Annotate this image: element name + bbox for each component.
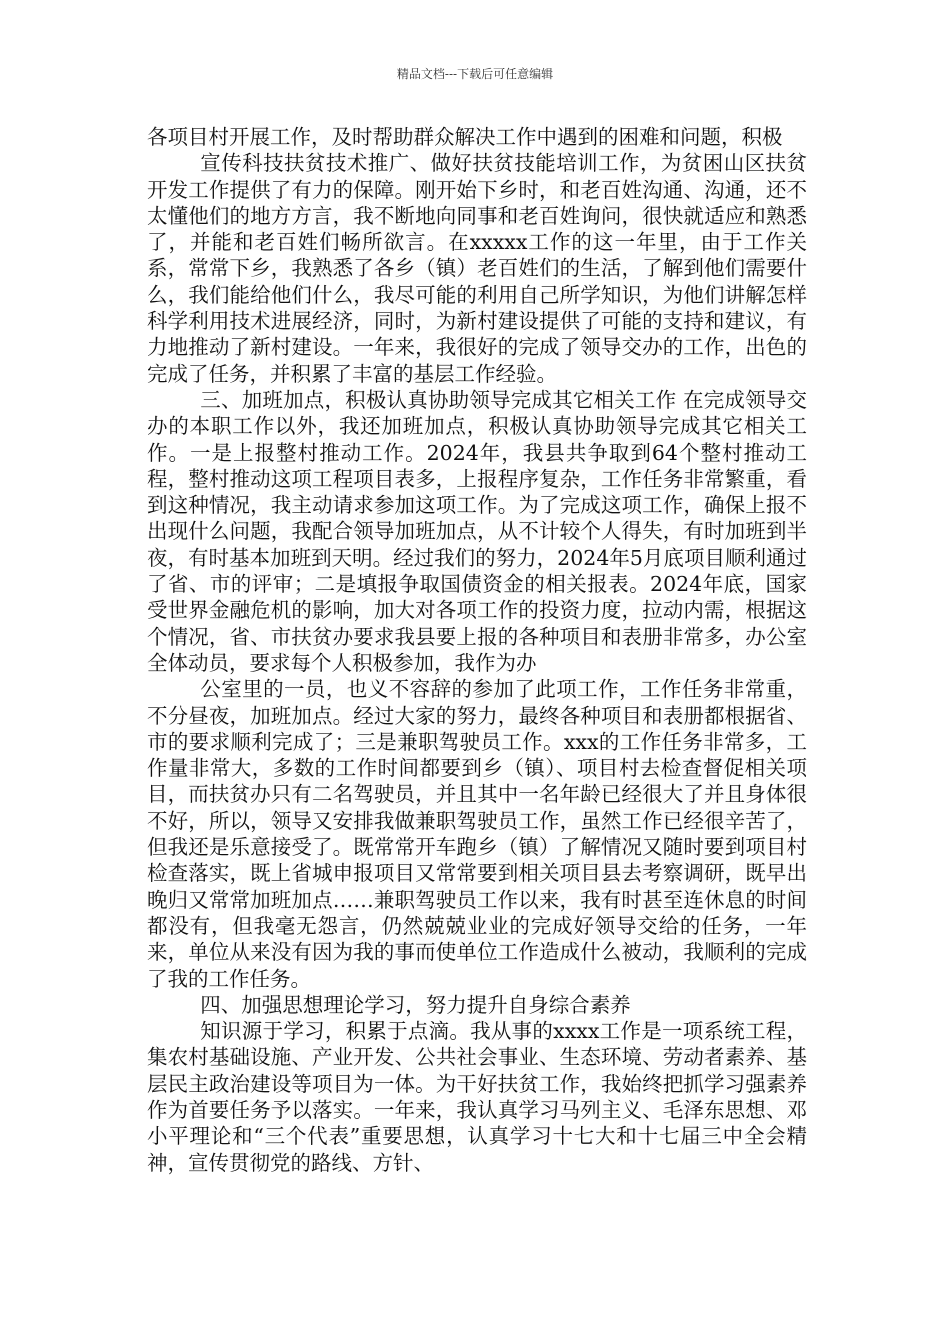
paragraph-3: 三、加班加点，积极认真协助领导完成其它相关工作 在完成领导交办的本职工作以外，我还加班加点，积极认真协助领导完成其它相关工作。一是上报整村推动工作。2024年，我县共争取到64个整村推动工程，整村推动这项工程项目表多，上报程序复杂，工作任务非常繁重，看到这种情况，我主动请求参加这项工作。为了完成这项工作，确保上报不出现什么问题，我配合领导加班加点，从不计较个人得失，有时加班到半夜，有时基本加班到天明。经过我们的努力，2024年5月底项目顺利通过了省、市的评审；二是填报争取国债资金的相关报表。2024年底，国家受世界金融危机的影响，加大对各项工作的投资力度，拉动内需，根据这个情况，省、市扶贫办要求我县要上报的各种项目和表册非常多，办公室全体动员，要求每个人积极参加，我作为办 [147,387,807,675]
paragraph-4: 公室里的一员，也义不容辞的参加了此项工作，工作任务非常重，不分昼夜，加班加点。经过大家的努力，最终各种项目和表册都根据省、市的要求顺利完成了；三是兼职驾驶员工作。xxx的工作任务非常多，工作量非常大，多数的工作时间都要到乡（镇）、项目村去检查督促相关项目，而扶贫办只有二名驾驶员，并且其中一名年龄已经很大了并且身体很不好，所以，领导又安排我做兼职驾驶员工作，虽然工作已经很辛苦了，但我还是乐意接受了。既常常开车跑乡（镇）了解情况又随时要到项目村检查落实，既上省城申报项目又常常要到相关项目县去考察调研，既早出晚归又常常加班加点……兼职驾驶员工作以来，我有时甚至连休息的时间都没有，但我毫无怨言，仍然兢兢业业的完成好领导交给的任务，一年来，单位从来没有因为我的事而使单位工作造成什么被动，我顺利的完成了我的工作任务。 [147,677,807,991]
paragraph-1: 各项目村开展工作，及时帮助群众解决工作中遇到的困难和问题，积极 [147,125,783,149]
document-body [147,124,807,1176]
page-header: 精品文档---下载后可任意编辑 [396,67,554,81]
section-heading-4: 四、加强思想理论学习，努力提升自身综合素养 [200,992,631,1017]
paragraph-2: 宣传科技扶贫技术推广、做好扶贫技能培训工作，为贫困山区扶贫开发工作提供了有力的保障。刚开始下乡时，和老百姓沟通、沟通，还不太懂他们的地方方言，我不断地向同事和老百姓询问，很快就适应和熟悉了，并能和老百姓们畅所欲言。在xxxxx工作的这一年里，由于工作关系，常常下乡，我熟悉了各乡（镇）老百姓们的生活，了解到他们需要什么，我们能给他们什么，我尽可能的利用自己所学知识，为他们讲解怎样科学利用技术进展经济，同时，为新村建设提供了可能的支持和建议，有力地推动了新村建设。一年来，我很好的完成了领导交办的工作，出色的完成了任务，并积累了丰富的基层工作经验。 [147,151,807,386]
paragraph-5: 知识源于学习，积累于点滴。我从事的xxxx工作是一项系统工程，集农村基础设施、产业开发、公共社会事业、生态环境、劳动者素养、基层民主政治建设等项目为一体。为干好扶贫工作，我始终把抓学习强素养作为首要任务予以落实。一年来，我认真学习马列主义、毛泽东思想、邓小平理论和“三个代表”重要思想，认真学习十七大和十七届三中全会精神，宣传贯彻党的路线、方针、 [147,1019,807,1175]
